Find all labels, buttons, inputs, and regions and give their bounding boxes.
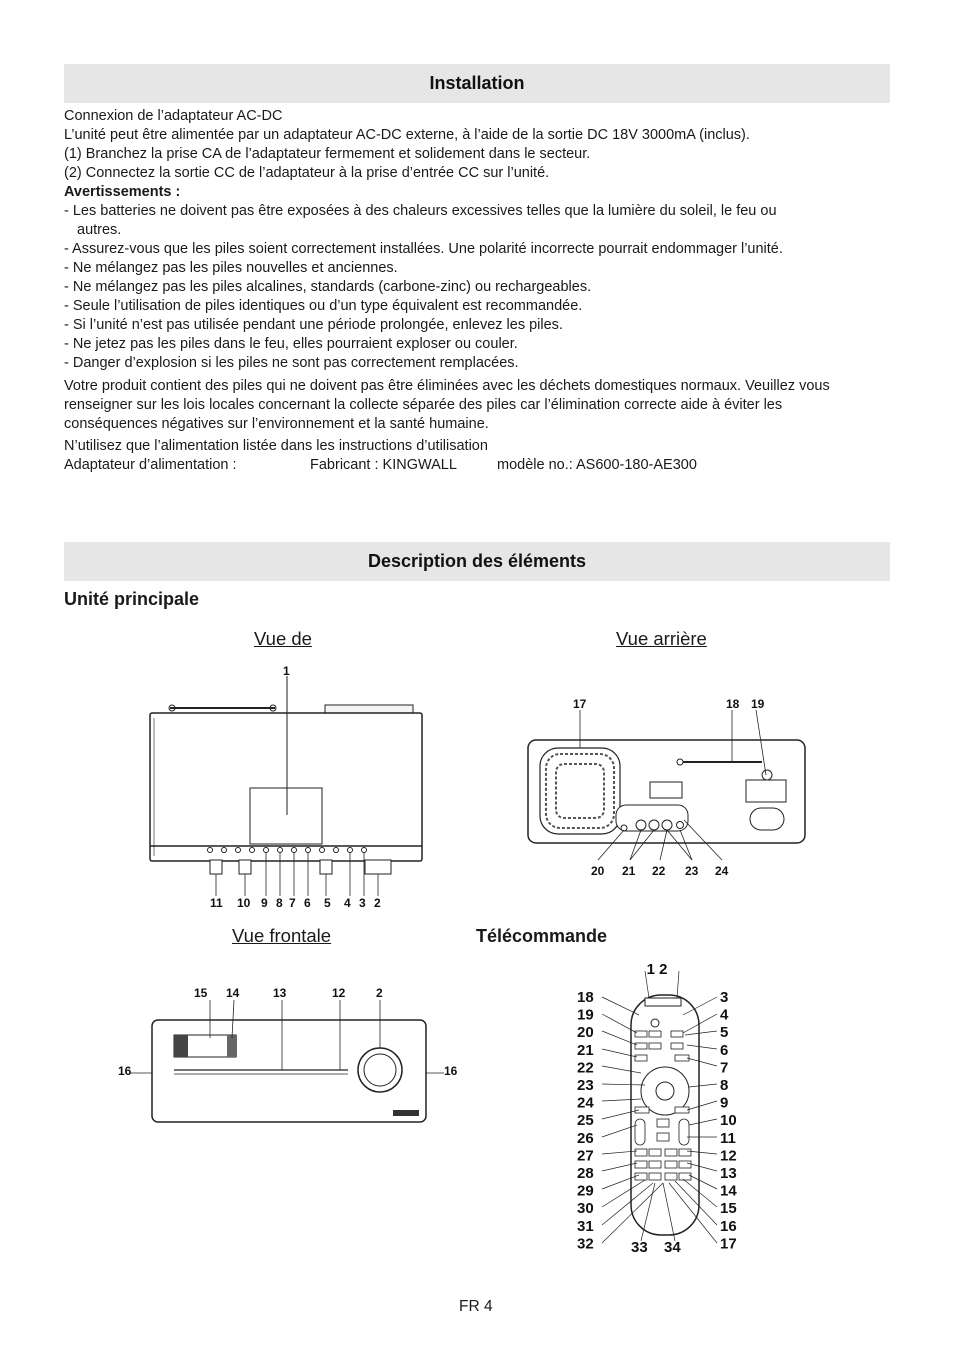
front-label-14: 14 [226, 986, 240, 1000]
warning-item: - Seule l’utilisation de piles identiques ou d’un type équivalent est recommandée. [64, 298, 583, 314]
remote-label-left: 32 [577, 1235, 594, 1253]
adapter-model: modèle no.: AS600-180-AE300 [497, 457, 697, 473]
remote-label-right: 4 [720, 1006, 729, 1024]
remote-label-right: 17 [720, 1235, 737, 1253]
front-label-16-left: 16 [118, 1064, 132, 1078]
remote-label-right: 5 [720, 1024, 729, 1042]
page-number: FR 4 [459, 1298, 493, 1315]
installation-body [64, 107, 876, 475]
remote-left-labels [577, 989, 594, 1252]
remote-label-left: 28 [577, 1165, 594, 1182]
top-label-2: 2 [374, 896, 381, 910]
front-view-figure [112, 980, 472, 1130]
intro-line: (1) Branchez la prise CA de l’adaptateur fermement et solidement dans le secteur. [64, 146, 591, 162]
adapter-label: Adaptateur d’alimentation : [64, 457, 237, 473]
front-label-13: 13 [273, 986, 287, 1000]
remote-right-labels [720, 989, 737, 1252]
rear-label-24: 24 [715, 864, 729, 878]
front-label-12: 12 [332, 986, 346, 1000]
warning-item: - Ne mélangez pas les piles alcalines, standards (carbone-zinc) ou rechargeables. [64, 279, 592, 295]
remote-label-right: 7 [720, 1059, 729, 1077]
main-unit-subtitle: Unité principale [64, 589, 200, 609]
remote-label-right: 15 [720, 1200, 737, 1218]
adapter-line [64, 456, 876, 475]
remote-figure [575, 955, 750, 1260]
warning-item: - Ne jetez pas les piles dans le feu, elles pourraient exploser ou couler. [64, 336, 518, 352]
remote-label-left: 19 [577, 1006, 594, 1024]
remote-label-left: 23 [577, 1077, 594, 1094]
remote-title: Télécommande [476, 926, 608, 946]
rear-label-21: 21 [622, 864, 636, 878]
rear-label-19: 19 [751, 697, 765, 711]
remote-label-34: 34 [664, 1239, 681, 1256]
remote-label-1-2: 1 2 [646, 961, 668, 978]
warning-item: autres. [77, 222, 122, 238]
top-callout-1: 1 [283, 664, 290, 678]
warning-item: - Si l’unité n’est pas utilisée pendant une période prolongée, enlevez les piles. [64, 317, 563, 333]
rear-label-20: 20 [591, 864, 605, 878]
adapter-maker: Fabricant : KINGWALL [310, 457, 457, 473]
remote-label-right: 3 [720, 989, 729, 1006]
front-label-15: 15 [194, 986, 208, 1000]
rear-label-22: 22 [652, 864, 666, 878]
rear-label-18: 18 [726, 697, 740, 711]
warning-item: - Les batteries ne doivent pas être exposées à des chaleurs excessives telles que la lumière du soleil, le feu ou [64, 203, 777, 219]
rear-view-figure [520, 690, 820, 890]
intro-line: Connexion de l’adaptateur AC-DC [64, 108, 283, 124]
rear-view-title: Vue arrière [616, 628, 707, 649]
remote-label-right: 11 [720, 1129, 736, 1147]
installation-heading: Installation [64, 64, 890, 103]
remote-label-left: 29 [577, 1182, 594, 1200]
remote-label-33: 33 [631, 1239, 648, 1256]
top-label-9: 9 [261, 896, 268, 910]
remote-label-right: 9 [720, 1094, 729, 1112]
front-view-title: Vue frontale [232, 925, 332, 946]
remote-label-left: 24 [577, 1094, 594, 1112]
remote-label-right: 13 [720, 1165, 737, 1182]
remote-label-left: 18 [577, 989, 594, 1006]
remote-label-left: 31 [577, 1217, 594, 1235]
rear-label-23: 23 [685, 864, 699, 878]
intro-line: L’unité peut être alimentée par un adaptateur AC-DC externe, à l’aide de la sortie DC 18V 3000mA (inclus). [64, 127, 750, 143]
top-label-10: 10 [237, 896, 251, 910]
front-label-16-right: 16 [444, 1064, 458, 1078]
remote-label-left: 25 [577, 1112, 594, 1130]
intro-line: (2) Connectez la sortie CC de l’adaptateur à la prise d’entrée CC sur l’unité. [64, 165, 550, 181]
remote-label-right: 8 [720, 1077, 729, 1094]
remote-label-right: 6 [720, 1041, 729, 1059]
top-label-5: 5 [324, 896, 331, 910]
remote-label-left: 22 [577, 1059, 594, 1077]
remote-label-right: 10 [720, 1112, 737, 1130]
remote-label-left: 21 [577, 1041, 594, 1059]
top-label-4: 4 [344, 896, 351, 910]
remote-label-left: 27 [577, 1147, 594, 1165]
power-note: N’utilisez que l’alimentation listée dans les instructions d’utilisation [64, 438, 488, 454]
warning-item: - Ne mélangez pas les piles nouvelles et anciennes. [64, 260, 398, 276]
disposal-paragraph: Votre produit contient des piles qui ne doivent pas être éliminées avec les déchets domestiques normaux. Veuillez vous renseigner sur les lois locales concernant la collecte séparée des piles car l’élimination correcte aide à éviter les conséquences négatives sur l’environnement et la santé humaine. [64, 378, 830, 432]
description-heading: Description des éléments [64, 542, 890, 581]
top-view-figure [140, 660, 430, 915]
top-view-title: Vue de [254, 628, 312, 649]
remote-label-right: 12 [720, 1147, 737, 1165]
top-label-8: 8 [276, 896, 283, 910]
remote-label-left: 26 [577, 1129, 594, 1147]
remote-label-right: 14 [720, 1182, 737, 1200]
front-label-2: 2 [376, 986, 383, 1000]
remote-label-left: 30 [577, 1200, 594, 1218]
top-label-11: 11 [210, 896, 223, 910]
remote-label-left: 20 [577, 1024, 594, 1042]
top-label-6: 6 [304, 896, 311, 910]
warnings-title: Avertissements : [64, 184, 181, 200]
top-label-3: 3 [359, 896, 366, 910]
warning-item: - Assurez-vous que les piles soient correctement installées. Une polarité incorrecte pourrait endommager l’unité. [64, 241, 783, 257]
remote-label-right: 16 [720, 1217, 737, 1235]
warning-item: - Danger d’explosion si les piles ne sont pas correctement remplacées. [64, 355, 519, 371]
rear-label-17: 17 [573, 697, 587, 711]
top-label-7: 7 [289, 896, 296, 910]
